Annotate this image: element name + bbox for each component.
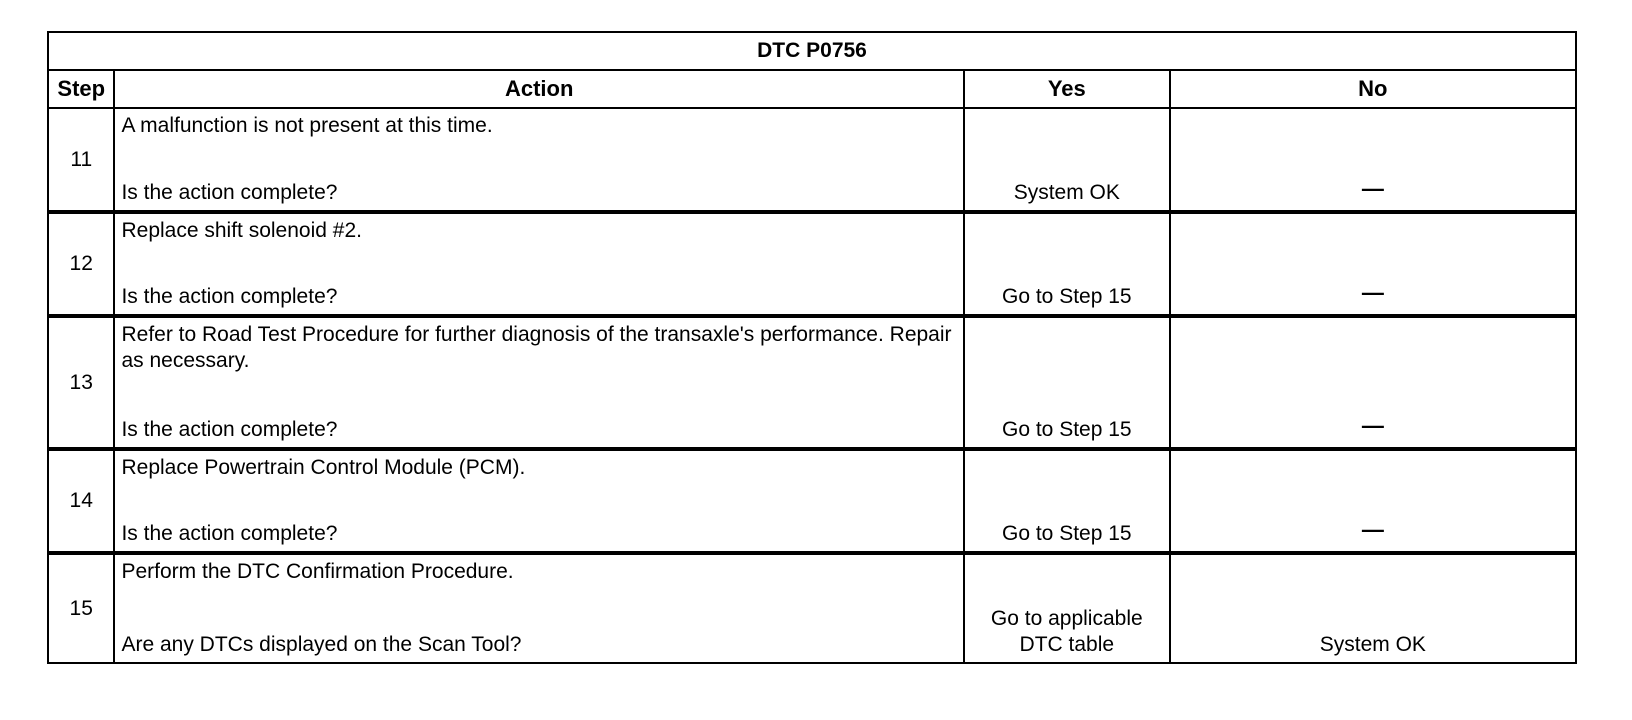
action-text: Replace shift solenoid #2. <box>121 219 362 242</box>
header-no: No <box>1170 70 1576 108</box>
no-cell <box>1170 553 1576 663</box>
action-cell <box>114 553 963 663</box>
yes-result: Go to Step 15 <box>1002 418 1132 441</box>
yes-result: System OK <box>1013 181 1120 204</box>
action-text: Perform the DTC Confirmation Procedure. <box>121 560 514 583</box>
step-number: 12 <box>48 212 114 316</box>
no-result: — <box>1361 280 1384 305</box>
header-step: Step <box>48 70 114 108</box>
yes-cell <box>964 108 1170 212</box>
dtc-table <box>47 31 1577 664</box>
action-cell <box>114 108 963 212</box>
table-row <box>48 108 1576 212</box>
yes-cell <box>964 316 1170 449</box>
action-question: Is the action complete? <box>121 522 338 545</box>
action-cell <box>114 449 963 553</box>
header-action: Action <box>114 70 963 108</box>
yes-cell <box>964 553 1170 663</box>
no-cell <box>1170 108 1576 212</box>
action-question: Is the action complete? <box>121 181 338 204</box>
yes-result: Go to Step 15 <box>1002 285 1132 308</box>
header-yes: Yes <box>964 70 1170 108</box>
action-text: Replace Powertrain Control Module (PCM). <box>121 456 526 479</box>
no-result: System OK <box>1319 633 1426 656</box>
yes-cell <box>964 212 1170 316</box>
yes-cell <box>964 449 1170 553</box>
no-result: — <box>1361 413 1384 438</box>
action-text: Refer to Road Test Procedure for further diagnosis of the transaxle's performance. Repair as necessary. <box>121 323 952 372</box>
step-number: 11 <box>48 108 114 212</box>
yes-result: Go to applicable DTC table <box>990 607 1143 656</box>
table-row <box>48 212 1576 316</box>
table-title: DTC P0756 <box>48 32 1576 70</box>
no-result: — <box>1361 517 1384 542</box>
table-row <box>48 316 1576 449</box>
step-number: 13 <box>48 316 114 449</box>
no-cell <box>1170 316 1576 449</box>
table-title-row <box>48 32 1576 70</box>
action-cell <box>114 212 963 316</box>
step-number: 14 <box>48 449 114 553</box>
no-cell <box>1170 212 1576 316</box>
no-cell <box>1170 449 1576 553</box>
yes-result: Go to Step 15 <box>1002 522 1132 545</box>
table-row <box>48 553 1576 663</box>
table-row <box>48 449 1576 553</box>
action-question: Are any DTCs displayed on the Scan Tool? <box>121 633 522 656</box>
table-header-row <box>48 70 1576 108</box>
action-cell <box>114 316 963 449</box>
action-question: Is the action complete? <box>121 285 338 308</box>
action-question: Is the action complete? <box>121 418 338 441</box>
action-text: A malfunction is not present at this time. <box>121 114 493 137</box>
no-result: — <box>1361 176 1384 201</box>
step-number: 15 <box>48 553 114 663</box>
